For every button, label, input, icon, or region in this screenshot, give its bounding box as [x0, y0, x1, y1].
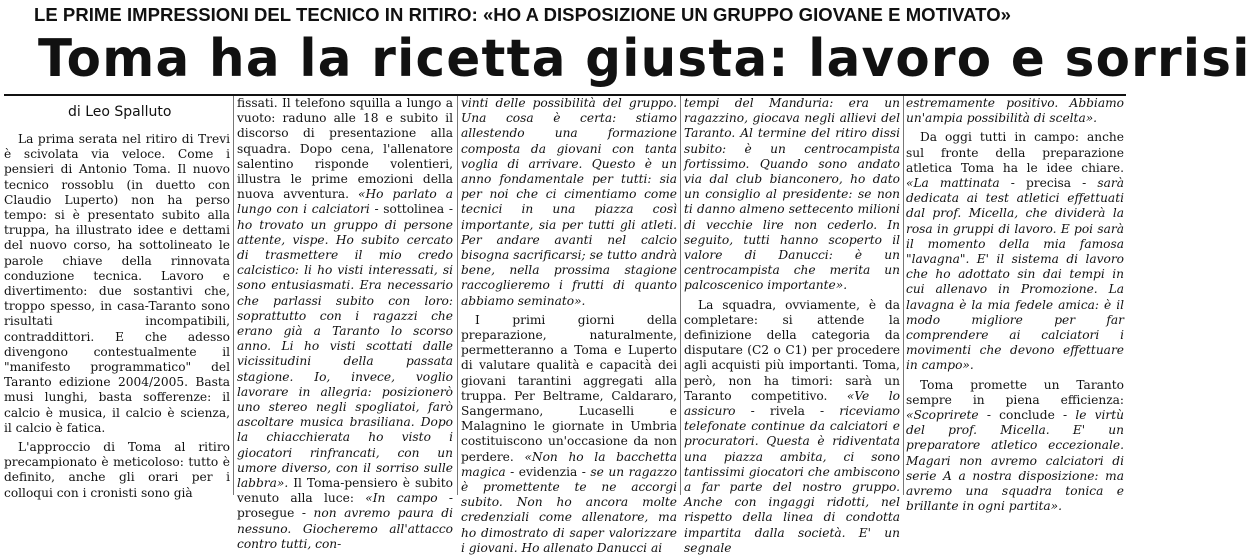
paragraph — [684, 298, 900, 556]
paragraph — [906, 130, 1124, 373]
quote-run: le virtù del prof. Micella. E' un preparatore atletico eccezionale. Magari non avremo calciatori di serie A a nostra disposizione: ma avremo una squadra tonica e brillante in ogni partita». — [906, 408, 1124, 514]
quote-run: sarà dedicata ai test atletici effettuati dal prof. Micella, che dividerà la rosa in gruppi di lavoro. E poi sarà il momento della mia famosa "lavagna". E' il sistema di lavoro che ho adottato sin dai tempi in cui allenavo in Promozione. La lavagna è la mia fedele amica: è il modo migliore per far comprendere ai calciatori i movimenti che devono effettuare in campo». — [906, 176, 1124, 373]
paragraph — [237, 96, 453, 552]
quote-run: «Ve lo assicuro — [684, 388, 900, 419]
text-run: Il Toma-pensiero è subito venuto alla luce: — [237, 476, 453, 506]
quote-run: ho trovato un gruppo di persone attente, vispe. Ho subito cercato di trasmettere il mio credo calcistico: li ho visti interessati, si sono entusiasmati. Era necessario che parlassi subito con loro: soprattutto con i ragazzi che erano già a Taranto lo scorso anno. Li ho visti scottati dalle vicissitudini della passata stagione. Io, invece, voglio lavorare in allegria: posizionerò uno stereo negli spogliatoi, farò ascoltare musica brasiliana. Dopo la chiacchierata ho visto i giocatori rinfrancati, con un umore diverso, con il sorriso sulle labbra». — [237, 217, 453, 491]
byline: di Leo Spalluto — [68, 104, 172, 120]
column-divider — [903, 96, 904, 495]
column-divider — [233, 96, 234, 495]
quote-run: «Ho parlato a lungo con i calciatori — [237, 187, 454, 217]
paragraph: vinti delle possibilità del gruppo. Una cosa è certa: stiamo allestendo una formazione composta da giovani con tanta voglia di arrivare. Questo è un anno fondamentale per tutti: sia per noi che ci cimentiamo come tecnici in una piazza così importante, sia per tutti gli atleti. Per andare avanti nel calcio bisogna sacrificarsi; se tutto andrà bene, nella prossima stagione raccoglieremo i frutti di quanto abbiamo seminato». — [461, 96, 677, 308]
text-run: - precisa - — [999, 176, 1098, 191]
column-3 — [461, 96, 677, 555]
column-divider — [457, 96, 458, 495]
quote-run: non avremo paura di nessuno. Giocheremo all'attacco contro tutti, con- — [237, 506, 453, 551]
text-run: - rivela - — [735, 404, 840, 419]
paragraph: L'approccio di Toma al ritiro precampionato è meticoloso: tutto è definito, anche gli orari per i colloqui con i cronisti sono già — [4, 440, 230, 500]
paragraph: La prima serata nel ritiro di Trevi è scivolata via veloce. Come i pensieri di Antonio Toma. Il nuovo tecnico rossoblu (in duetto con Claudio Luperto) non ha perso tempo: si è presentato subito alla truppa, ha illustrato idee e dettami del nuovo corso, ha sottolineato le parole chiave della rinnovata conduzione tecnica. Lavoro e divertimento: due sostantivi che, troppo spesso, in casa-Taranto sono risultati incompatibili, contraddittori. E che adesso divengono contestualmente il "manifesto programmatico" del Taranto edizione 2004/2005. Basta musi lunghi, basta sofferenze: il calcio è musica, il calcio è scienza, il calcio è fatica. — [4, 132, 230, 435]
text-run: - sottolinea - — [369, 202, 453, 217]
quote-run: «In campo — [365, 491, 438, 506]
text-run: Toma promette un Taranto sempre in piena efficienza: — [906, 377, 1124, 407]
column-4 — [684, 96, 900, 555]
quote-run: «La mattinata — [906, 176, 1000, 191]
paragraph — [461, 313, 677, 556]
main-headline: Toma ha la ricetta giusta: lavoro e sorrisi — [38, 29, 1251, 89]
quote-run: se un ragazzo è promettente te ne accorgi subito. Non ho ancora molte credenziali come allenatore, ma ho dimostrato di saper valorizzare i giovani. Ho allenato Danucci ai — [461, 464, 677, 555]
paragraph: estremamente positivo. Abbiamo un'ampia possibilità di scelta». — [906, 96, 1124, 126]
column-1 — [4, 132, 230, 500]
paragraph — [906, 378, 1124, 515]
text-run: La squadra, ovviamente, è da completare: si attende la definizione della categoria da disputare (C2 o C1) per procedere agli acquisti più importanti. Toma, però, non ha timori: sarà un Taranto competitivo. — [684, 297, 900, 403]
paragraph: tempi del Manduria: era un ragazzino, giocava negli allievi del Taranto. Al termine del ritiro dissi subito: è un centrocampista fortissimo. Quando sono andato via dal club bianconero, ho dato un consiglio al presidente: se non ti danno almeno settecento milioni di vecchie lire non cederlo. In seguito, tutti hanno scoperto il valore di Danucci: è un centrocampista che merita un palcoscenico importante». — [684, 96, 900, 293]
text-run: I primi giorni della preparazione, naturalmente, permetteranno a Toma e Luperto di valutare qualità e capacità dei giovani tarantini aggregati alla truppa. Per Beltrame, Caldararo, Sangermano, Lucaselli e Malagnino le giornate in Umbria costituiscono un'occasione da non perdere. — [461, 312, 677, 464]
column-5 — [906, 96, 1124, 514]
quote-run: riceviamo telefonate continue da calciatori e procuratori. Questa è ridiventata una piazza ambita, ci sono tantissimi giocatori che ambiscono a far parte del nostro gruppo. Anche con ingaggi ridotti, nel rispetto della linea di condotta impartita dalla società. E' un segnale — [684, 404, 900, 555]
quote-run: «Scoprirete — [906, 408, 979, 423]
kicker-headline: LE PRIME IMPRESSIONI DEL TECNICO IN RITIRO: «HO A DISPOSIZIONE UN GRUPPO GIOVANE E MOTIVATO» — [34, 4, 1011, 25]
text-run: - prosegue - — [237, 491, 453, 521]
column-2 — [237, 96, 454, 551]
column-divider — [680, 96, 681, 495]
text-run: fissati. Il telefono squilla a lungo a vuoto: raduno alle 18 e subito il discorso di presentazione alla squadra. Dopo cena, l'allenatore salentino risponde volentieri, illustra le prime emozioni della nuova avventura. — [237, 96, 453, 202]
text-run: - evidenzia - — [505, 464, 591, 479]
text-run: Da oggi tutti in campo: anche sul fronte della preparazione atletica Toma ha le idee chiare. — [906, 130, 1124, 175]
text-run: - conclude - — [978, 408, 1076, 423]
quote-run: «Non ho la bacchetta magica — [461, 449, 677, 479]
